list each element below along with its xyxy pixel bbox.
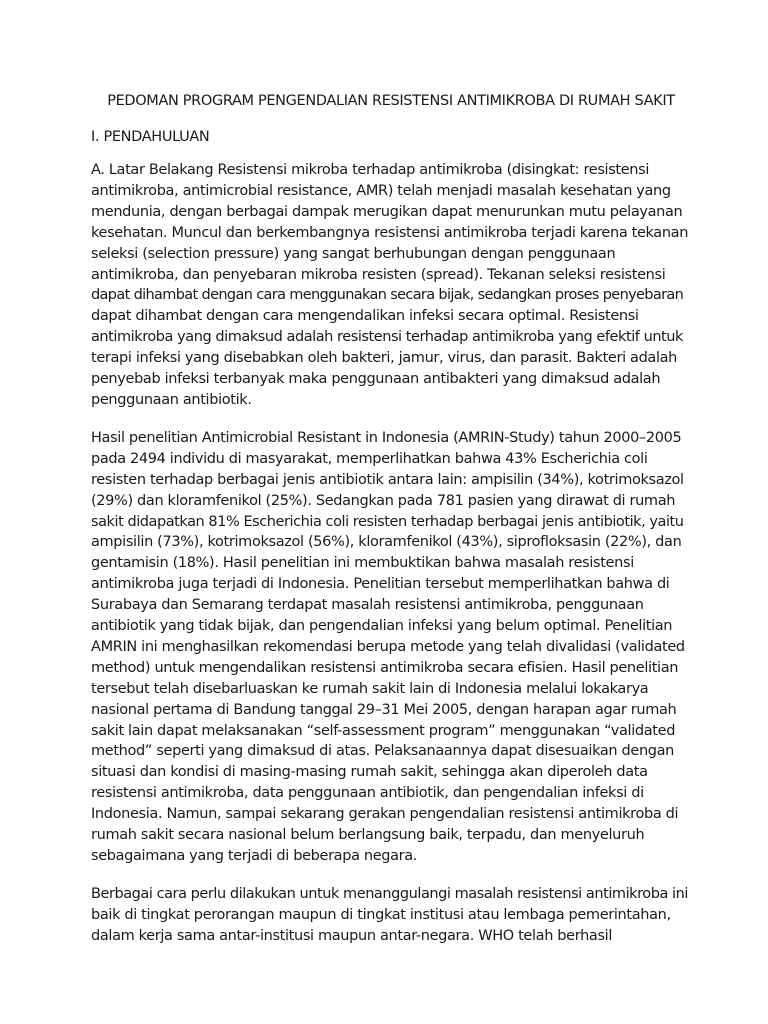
- text-line: antibiotik yang tidak bijak, dan pengendalian infeksi yang belum optimal. Penelitian: [91, 618, 673, 635]
- paragraph-penanggulangan: [91, 884, 691, 947]
- text-line: resistensi antimikroba, data penggunaan antibiotik, dan pengendalian infeksi di: [91, 785, 644, 802]
- text-line: resisten terhadap berbagai jenis antibiotik antara lain: ampisilin (34%), kotrimoksazol: [91, 471, 684, 488]
- document-title: PEDOMAN PROGRAM PENGENDALIAN RESISTENSI ANTIMIKROBA DI RUMAH SAKIT: [107, 93, 675, 109]
- text-line: seleksi (selection pressure) yang sangat berhubungan dengan penggunaan: [91, 245, 616, 262]
- text-line: mendunia, dengan berbagai dampak merugikan dapat menurunkan mutu pelayanan: [91, 203, 683, 220]
- text-line: gentamisin (18%). Hasil penelitian ini membuktikan bahwa masalah resistensi: [91, 555, 634, 572]
- text-line: Indonesia. Namun, sampai sekarang gerakan pengendalian resistensi antimikroba di: [91, 806, 679, 823]
- text-line: antimikroba, dan penyebaran mikroba resisten (spread). Tekanan seleksi resistensi: [91, 266, 666, 283]
- text-line: sakit lain dapat melaksanakan “self-assessment program” menggunakan “validated: [91, 722, 676, 739]
- text-line: situasi dan kondisi di masing-masing rumah sakit, sehingga akan diperoleh data: [91, 764, 648, 781]
- text-line: method) untuk mengendalikan resistensi antimikroba secara efisien. Hasil penelitian: [91, 659, 679, 676]
- text-line: dapat dihambat dengan cara mengendalikan infeksi secara optimal. Resistensi: [91, 308, 639, 325]
- text-line: AMRIN ini menghasilkan rekomendasi berupa metode yang telah divalidasi (validated: [91, 638, 685, 655]
- text-line: sebagaimana yang terjadi di beberapa negara.: [91, 848, 418, 864]
- text-line: penggunaan antibiotik.: [91, 391, 252, 408]
- text-line: kesehatan. Muncul dan berkembangnya resistensi antimikroba terjadi karena tekanan: [91, 224, 689, 241]
- text-line: antimikroba, antimicrobial resistance, AMR) telah menjadi masalah kesehatan yang: [91, 182, 671, 199]
- text-line: dapat dihambat dengan cara menggunakan secara bijak, sedangkan proses penyebaran: [91, 287, 684, 304]
- text-line: Berbagai cara perlu dilakukan untuk menanggulangi masalah resistensi antimikroba ini: [91, 885, 688, 902]
- paragraph-latar-belakang: [91, 160, 691, 411]
- text-line: rumah sakit secara nasional belum berlangsung baik, terpadu, dan menyeluruh: [91, 827, 645, 844]
- text-line: antimikroba juga terjadi di Indonesia. Penelitian tersebut memperlihatkan bahwa di: [91, 576, 670, 593]
- section-heading: I. PENDAHULUAN: [91, 129, 210, 145]
- paragraph-amrin-study: [91, 428, 691, 867]
- text-line: tersebut telah disebarluaskan ke rumah sakit lain di Indonesia melalui lokakarya: [91, 680, 649, 697]
- text-line: pada 2494 individu di masyarakat, memperlihatkan bahwa 43% Escherichia coli: [91, 450, 648, 467]
- text-line: Hasil penelitian Antimicrobial Resistant in Indonesia (AMRIN-Study) tahun 2000–2005: [91, 429, 682, 446]
- text-line: Surabaya dan Semarang terdapat masalah resistensi antimikroba, penggunaan: [91, 597, 644, 614]
- document-page: [91, 90, 691, 964]
- text-line: dalam kerja sama antar-institusi maupun antar-negara. WHO telah berhasil: [91, 927, 613, 944]
- text-line: method” seperti yang dimaksud di atas. Pelaksanaannya dapat disesuaikan dengan: [91, 743, 675, 760]
- text-line: terapi infeksi yang disebabkan oleh bakteri, jamur, virus, dan parasit. Bakteri adalah: [91, 350, 678, 367]
- text-line: antimikroba yang dimaksud adalah resistensi terhadap antimikroba yang efektif untuk: [91, 329, 683, 346]
- text-line: sakit didapatkan 81% Escherichia coli resisten terhadap berbagai jenis antibiotik, yaitu: [91, 513, 684, 530]
- text-line: baik di tingkat perorangan maupun di tingkat institusi atau lembaga pemerintahan,: [91, 906, 671, 923]
- text-line: A. Latar Belakang Resistensi mikroba terhadap antimikroba (disingkat: resistensi: [91, 162, 650, 178]
- text-line: nasional pertama di Bandung tanggal 29–31 Mei 2005, dengan harapan agar rumah: [91, 701, 677, 718]
- text-line: (29%) dan kloramfenikol (25%). Sedangkan pada 781 pasien yang dirawat di rumah: [91, 492, 676, 509]
- text-line: ampisilin (73%), kotrimoksazol (56%), kloramfenikol (43%), siprofloksasin (22%), dan: [91, 534, 682, 551]
- text-line: penyebab infeksi terbanyak maka penggunaan antibakteri yang dimaksud adalah: [91, 371, 661, 388]
